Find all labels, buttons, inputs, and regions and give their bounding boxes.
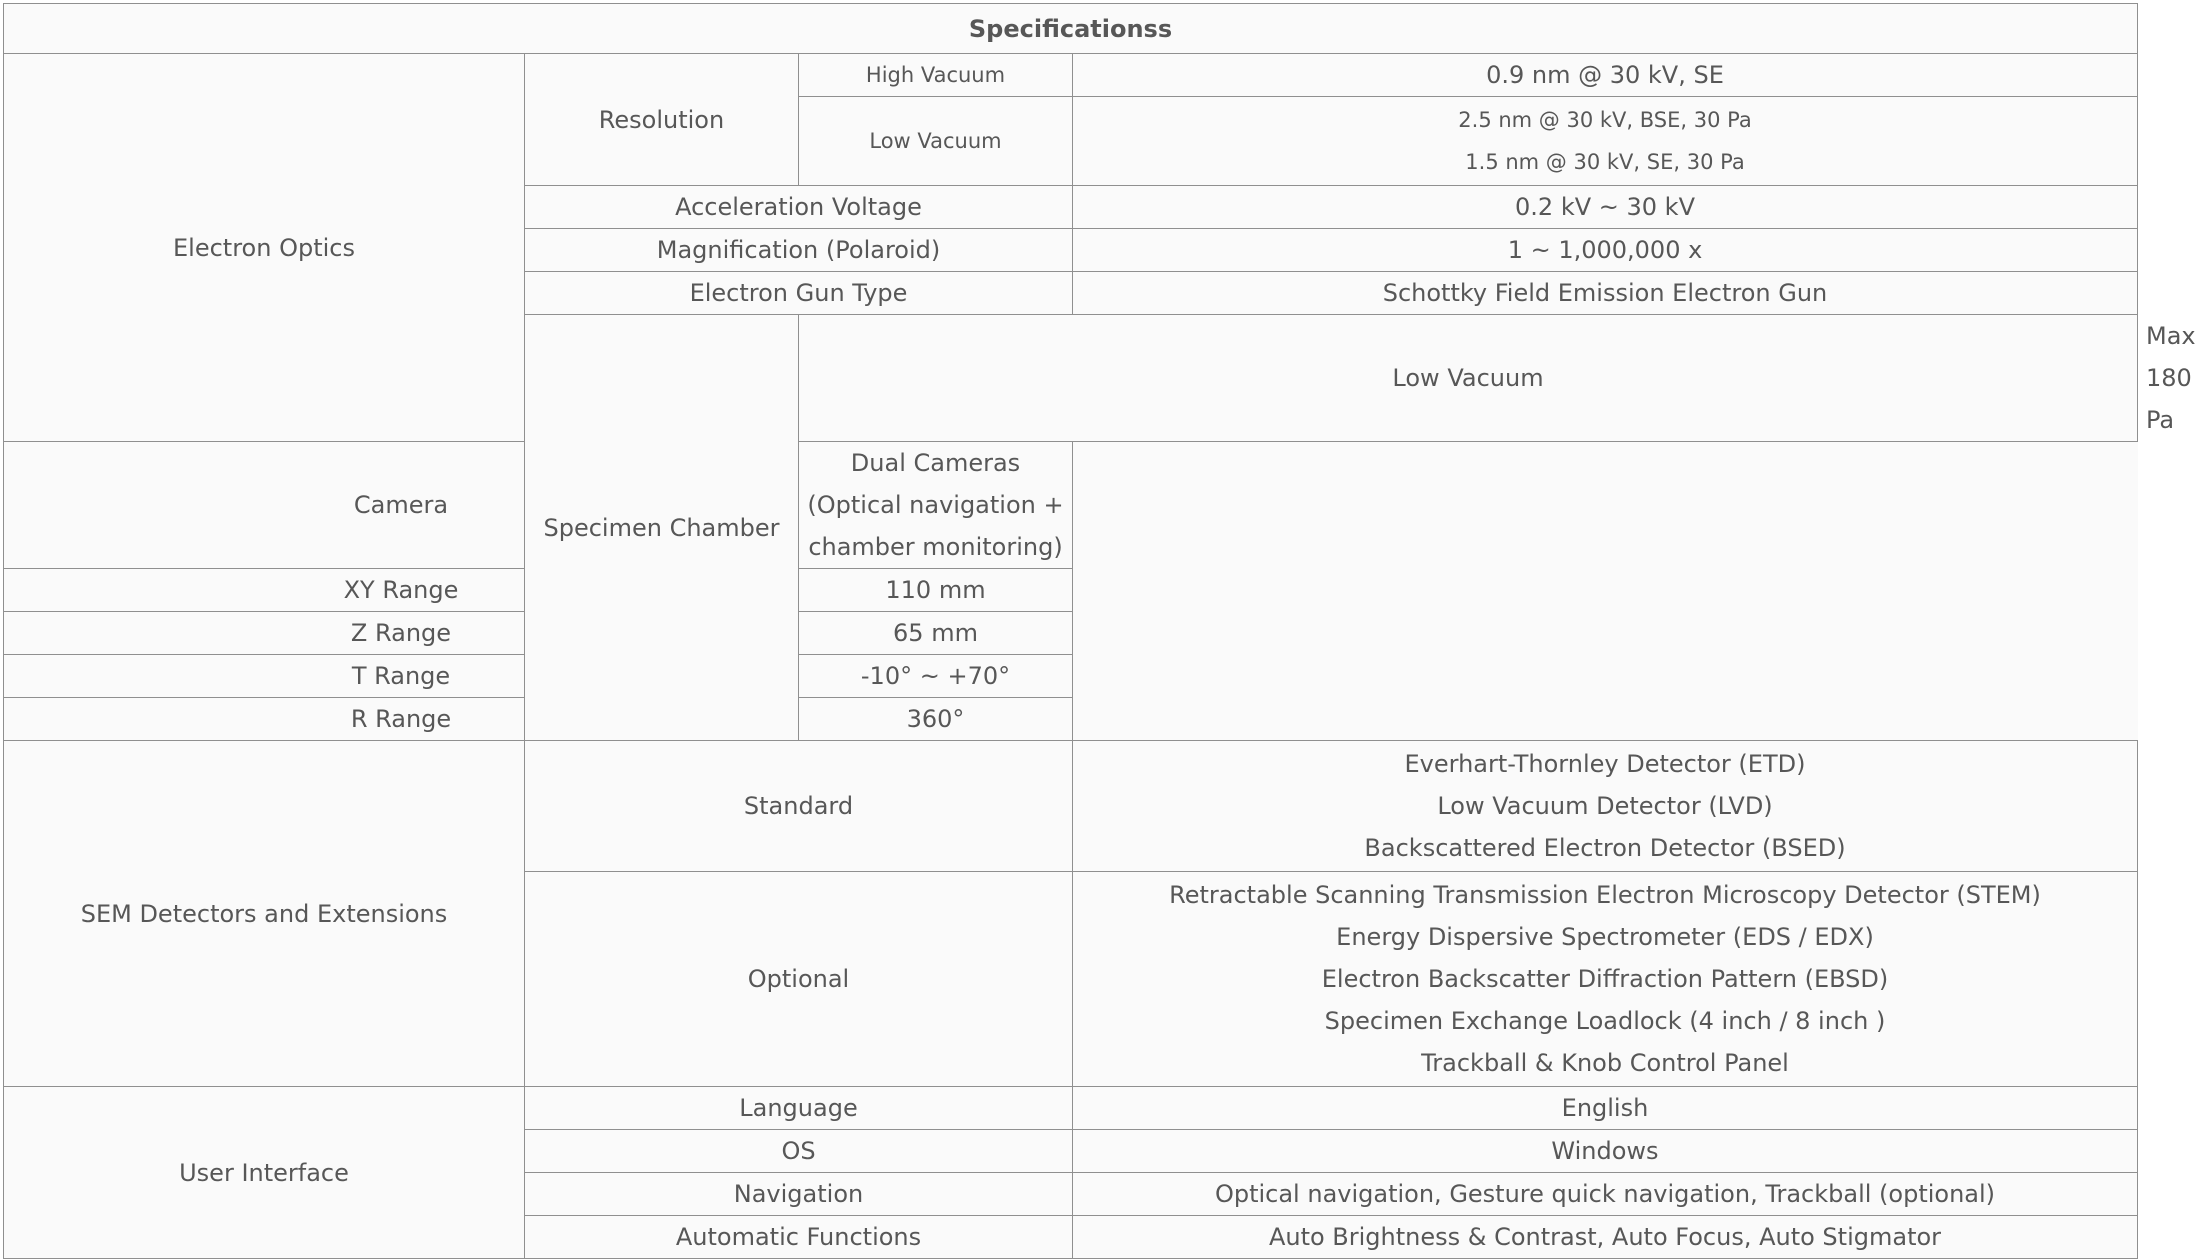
low-vacuum-values <box>1073 97 2138 186</box>
standard-value: Backscattered Electron Detector (BSED) <box>1364 834 1846 862</box>
resolution-label: Resolution <box>525 54 799 186</box>
spec-value: -10° ~ +70° <box>799 655 1073 698</box>
table-row <box>4 655 2138 698</box>
spec-value: English <box>1073 1087 2138 1130</box>
spec-label: Navigation <box>525 1173 1073 1216</box>
spec-label: T Range <box>4 655 799 698</box>
table-row <box>4 569 2138 612</box>
low-vacuum-value: 2.5 nm @ 30 kV, BSE, 30 Pa <box>1458 108 1752 132</box>
spec-label: Electron Gun Type <box>525 272 1073 315</box>
spec-value: Auto Brightness & Contrast, Auto Focus, Auto Stigmator <box>1073 1216 2138 1259</box>
low-vacuum-label: Low Vacuum <box>799 97 1073 186</box>
optional-label: Optional <box>525 872 1073 1087</box>
table-title: Specificationss <box>4 4 2138 54</box>
spec-value: Schottky Field Emission Electron Gun <box>1073 272 2138 315</box>
high-vacuum-label: High Vacuum <box>799 54 1073 97</box>
table-row <box>4 741 2138 872</box>
optional-value: Electron Backscatter Diffraction Pattern (EBSD) <box>1321 965 1889 993</box>
spec-label: Language <box>525 1087 1073 1130</box>
optional-values <box>1073 872 2138 1087</box>
spec-label: OS <box>525 1130 1073 1173</box>
spec-value: Optical navigation, Gesture quick navigation, Trackball (optional) <box>1073 1173 2138 1216</box>
spec-value: 65 mm <box>799 612 1073 655</box>
section-user-interface: User Interface <box>4 1087 525 1259</box>
section-specimen-chamber: Specimen Chamber <box>525 315 799 741</box>
optional-value: Trackball & Knob Control Panel <box>1421 1049 1789 1077</box>
high-vacuum-value: 0.9 nm @ 30 kV, SE <box>1073 54 2138 97</box>
specifications-table <box>3 3 2196 1259</box>
spec-label: Low Vacuum <box>799 315 2138 442</box>
standard-value: Everhart-Thornley Detector (ETD) <box>1404 750 1806 778</box>
spec-value: 360° <box>799 698 1073 741</box>
spec-label: Camera <box>4 442 799 569</box>
standard-value: Low Vacuum Detector (LVD) <box>1437 792 1773 820</box>
low-vacuum-value: 1.5 nm @ 30 kV, SE, 30 Pa <box>1465 150 1745 174</box>
table-row: Specimen Chamber Low Vacuum Max 180 Pa <box>4 315 2138 442</box>
section-electron-optics: Electron Optics <box>4 54 525 442</box>
spec-label: Magnification (Polaroid) <box>525 229 1073 272</box>
spec-value: 1 ~ 1,000,000 x <box>1073 229 2138 272</box>
spec-value: Dual Cameras (Optical navigation + chamber monitoring) <box>799 442 1073 569</box>
table-row <box>4 54 2138 97</box>
spec-label: R Range <box>4 698 799 741</box>
spec-label: Automatic Functions <box>525 1216 1073 1259</box>
table-row <box>4 1087 2138 1130</box>
standard-values <box>1073 741 2138 872</box>
spec-label: Acceleration Voltage <box>525 186 1073 229</box>
optional-value: Energy Dispersive Spectrometer (EDS / EDX) <box>1336 923 1874 951</box>
spec-value: 110 mm <box>799 569 1073 612</box>
table-row <box>4 442 2138 569</box>
standard-label: Standard <box>525 741 1073 872</box>
optional-value: Specimen Exchange Loadlock (4 inch / 8 inch ) <box>1324 1007 1886 1035</box>
optional-value: Retractable Scanning Transmission Electron Microscopy Detector (STEM) <box>1169 881 2041 909</box>
spec-label: XY Range <box>4 569 799 612</box>
table-row <box>4 698 2138 741</box>
spec-label: Z Range <box>4 612 799 655</box>
table-row <box>4 612 2138 655</box>
spec-value: Windows <box>1073 1130 2138 1173</box>
section-sem-detectors: SEM Detectors and Extensions <box>4 741 525 1087</box>
spec-value: 0.2 kV ~ 30 kV <box>1073 186 2138 229</box>
